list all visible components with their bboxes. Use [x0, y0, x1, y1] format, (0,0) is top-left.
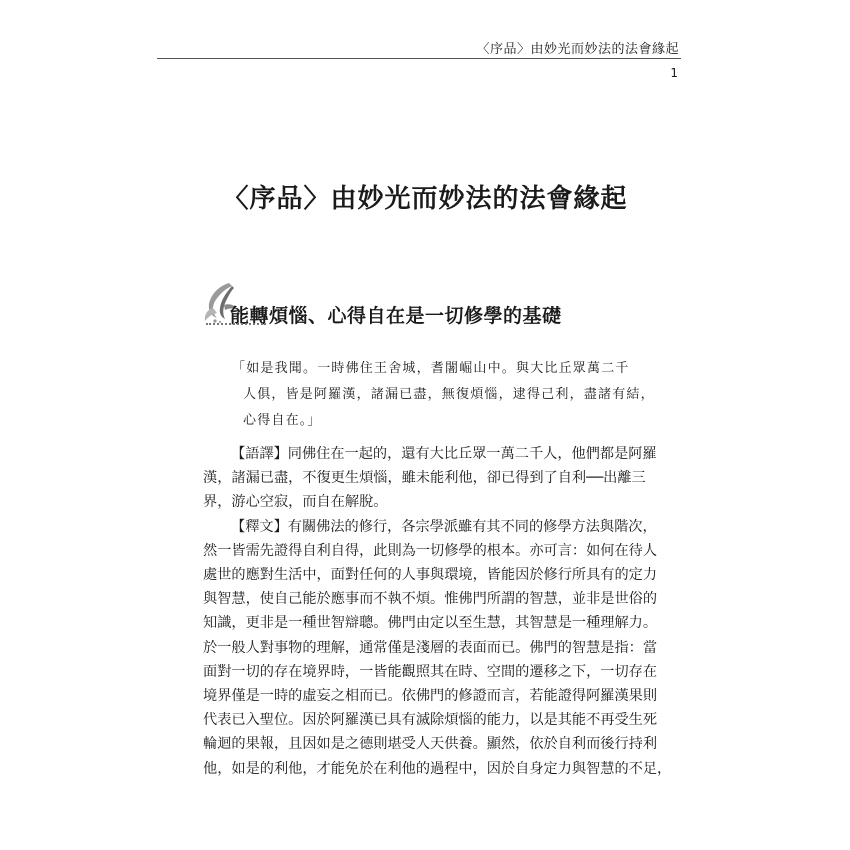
section-divider [206, 323, 266, 329]
section-heading: 能轉煩惱、心得自在是一切修學的基礎 [230, 305, 562, 327]
commentary-line: 於一般人對事物的理解，通常僅是淺層的表面而已。佛門的智慧是指：當 [203, 639, 658, 656]
commentary-line: 輪迴的果報，且因如是之德則堪受人天供養。顯然，依於自利而後行持利 [203, 736, 658, 753]
chapter-title: 〈序品〉由妙光而妙法的法會緣起 [222, 184, 628, 214]
translation-line: 界，游心空寂，而自在解脫。 [203, 494, 388, 511]
body-text [203, 442, 672, 781]
header-rule [157, 58, 681, 59]
quote-line: 人俱，皆是阿羅漢，諸漏已盡，無復煩惱，逮得己利，盡諸有結， [243, 387, 655, 402]
commentary-line: 境界僅是一時的虛妄之相而已。依佛門的修證而言，若能證得阿羅漢果則 [203, 688, 658, 705]
page-number: 1 [670, 66, 678, 80]
commentary-line: 然一皆需先證得自利自得，此則為一切修學的根本。亦可言：如何在待人 [203, 542, 658, 559]
commentary-line: 面對一切的存在境界時，一皆能觀照其在時、空間的遷移之下，一切存在 [203, 663, 658, 680]
commentary-line: 他，如是的利他，才能免於在利他的過程中，因於自身定力與智慧的不足， [203, 760, 672, 777]
sutra-quote [232, 356, 655, 434]
commentary-line: 處世的應對生活中，面對任何的人事與環境，皆能因於修行所具有的定力 [203, 567, 658, 584]
translation-line: 【語譯】同佛住在一起的，還有大比丘眾一萬二千人，他們都是阿羅 [231, 446, 657, 462]
commentary-line: 代表已入聖位。因於阿羅漢已具有滅除煩惱的能力，以是其能不再受生死 [203, 712, 658, 729]
commentary-line: 【釋文】有關佛法的修行，各宗學派雖有其不同的修學方法與階次， [231, 518, 657, 535]
quote-line: 心得自在。」 [243, 413, 322, 428]
commentary-line: 知識，更非是一種世智辯聰。佛門由定以至生慧，其智慧是一種理解力。 [203, 615, 658, 632]
commentary-line: 與智慧，使自己能於應事而不執不煩。惟佛門所謂的智慧，並非是世俗的 [203, 591, 658, 608]
running-header: 〈序品〉由妙光而妙法的法會緣起 [476, 42, 679, 57]
translation-line: 漢，諸漏已盡，不復更生煩惱，雖未能利他，卻已得到了自利──出離三 [203, 470, 646, 487]
quote-line: 「如是我聞。一時佛住王舍城，耆闍崛山中。與大比丘眾萬二千 [232, 361, 630, 376]
